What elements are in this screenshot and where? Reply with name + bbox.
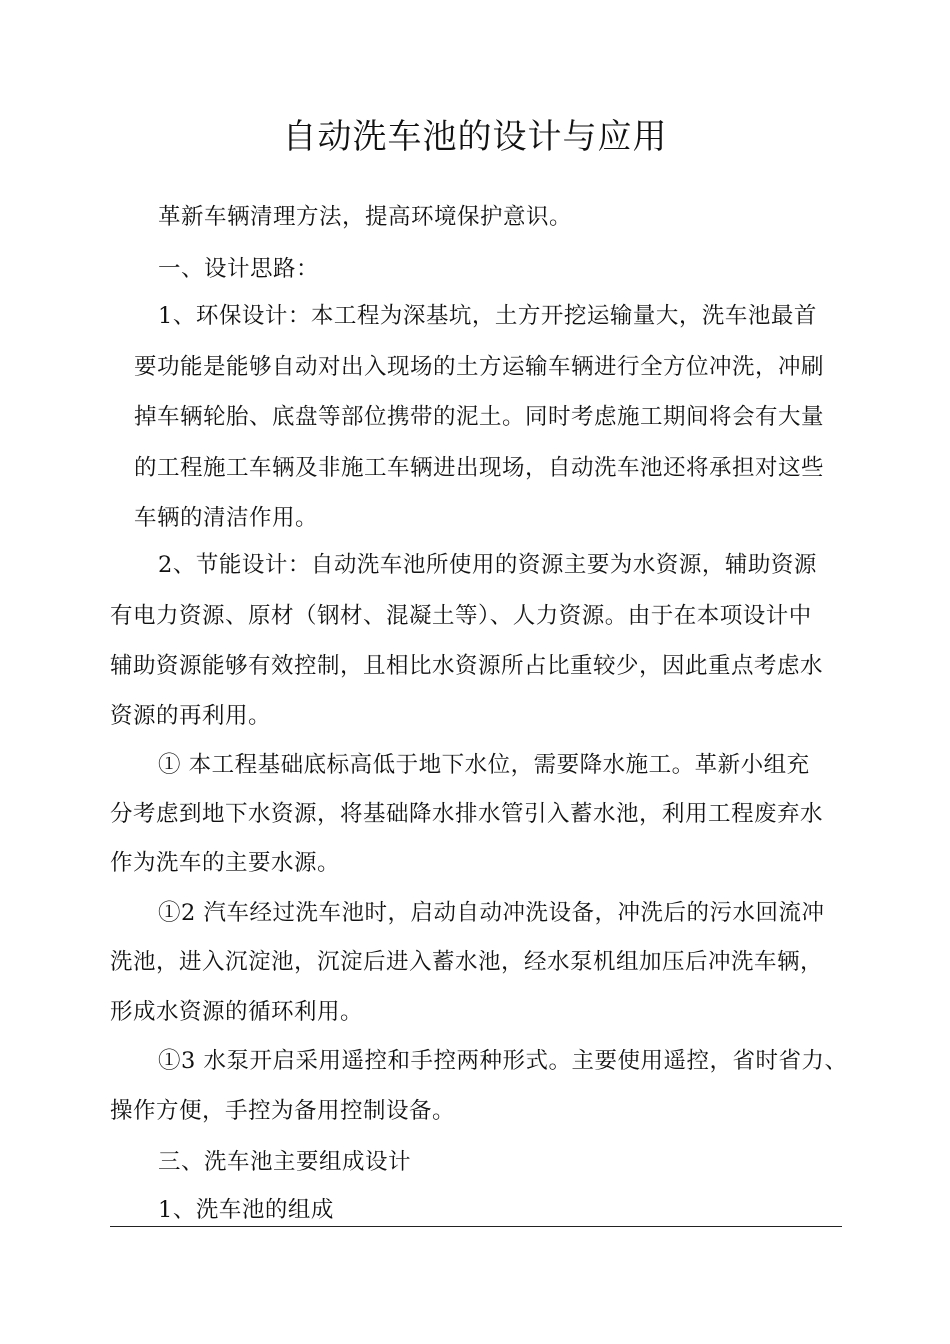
section-heading: 三、洗车池主要组成设计 (158, 1149, 412, 1175)
paragraph-line: 的工程施工车辆及非施工车辆进出现场，自动洗车池还将承担对这些 (134, 455, 825, 481)
paragraph-line: 洗池，进入沉淀池，沉淀后进入蓄水池，经水泵机组加压后冲洗车辆， (110, 949, 824, 975)
paragraph-line: 车辆的清洁作用。 (134, 505, 319, 531)
paragraph-line: 作为洗车的主要水源。 (110, 850, 341, 876)
paragraph-line: ① 本工程基础底标高低于地下水位，需要降水施工。革新小组充 (158, 752, 810, 778)
subsection-heading: 1、洗车池的组成 (158, 1197, 334, 1223)
section-heading: 一、设计思路： (158, 256, 320, 282)
paragraph-line: 掉车辆轮胎、底盘等部位携带的泥土。同时考虑施工期间将会有大量 (134, 404, 825, 430)
paragraph-line: 分考虑到地下水资源，将基础降水排水管引入蓄水池，利用工程废弃水 (110, 801, 824, 827)
paragraph-line: 辅助资源能够有效控制，且相比水资源所占比重较少，因此重点考虑水 (110, 653, 824, 679)
paragraph-line: 2、节能设计：自动洗车池所使用的资源主要为水资源，辅助资源 (158, 552, 817, 578)
intro-line: 革新车辆清理方法，提高环境保护意识。 (158, 204, 573, 230)
paragraph-line: 1、环保设计：本工程为深基坑，土方开挖运输量大，洗车池最首 (158, 303, 817, 329)
document-title: 自动洗车池的设计与应用 (282, 117, 668, 157)
footer-rule (110, 1226, 842, 1227)
paragraph-line: ①3 水泵开启采用遥控和手控两种形式。主要使用遥控，省时省力、 (158, 1048, 848, 1074)
paragraph-line: ①2 汽车经过洗车池时，启动自动冲洗设备，冲洗后的污水回流冲 (158, 900, 825, 926)
paragraph-line: 操作方便，手控为备用控制设备。 (110, 1098, 456, 1124)
paragraph-line: 资源的再利用。 (110, 703, 272, 729)
paragraph-line: 形成水资源的循环利用。 (110, 999, 364, 1025)
paragraph-line: 有电力资源、原材（钢材、混凝土等）、人力资源。由于在本项设计中 (110, 603, 812, 629)
paragraph-line: 要功能是能够自动对出入现场的土方运输车辆进行全方位冲洗，冲刷 (134, 354, 825, 380)
